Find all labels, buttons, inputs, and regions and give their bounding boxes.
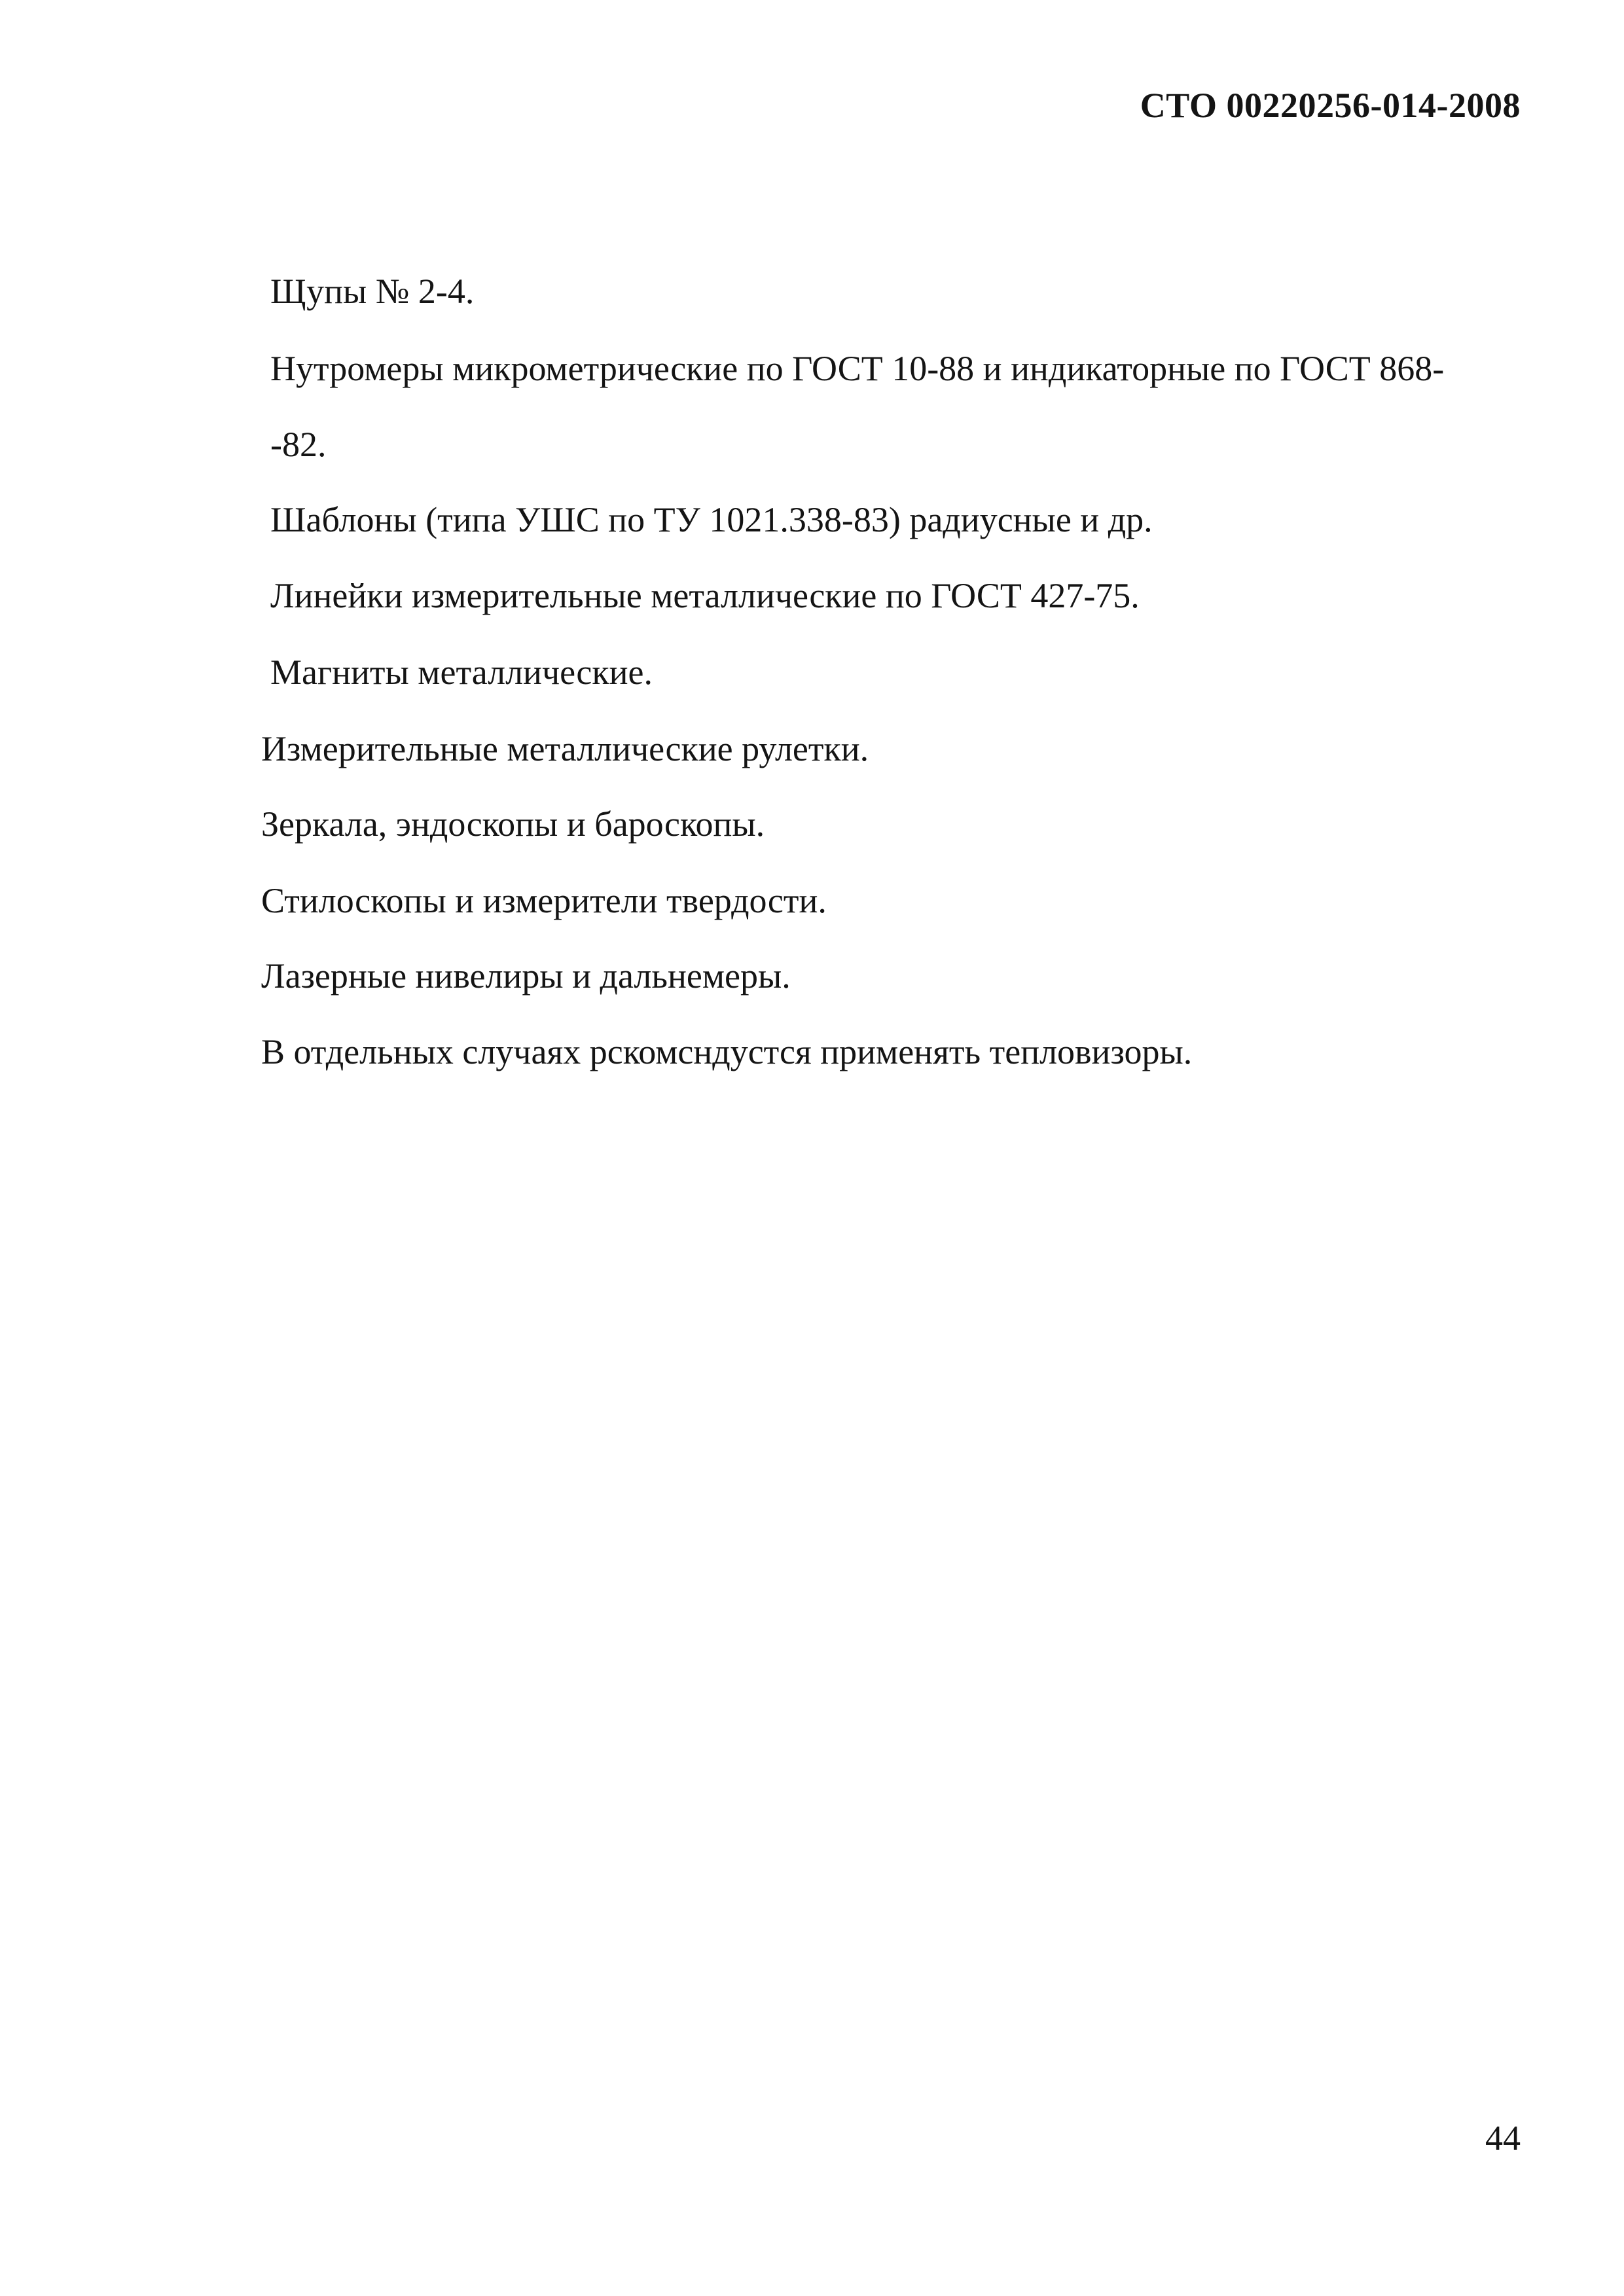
text-line: Лазерные нивелиры и дальнемеры.: [261, 956, 791, 996]
text-line: Нутромеры микрометрические по ГОСТ 10-88 и индикаторные по ГОСТ 868-: [270, 349, 1445, 388]
text-line: -82.: [270, 425, 327, 464]
text-line: В отдельных случаях рскомсндустся применять тепловизоры.: [261, 1032, 1193, 1071]
document-code: СТО 00220256-014-2008: [1140, 86, 1521, 125]
text-line: Стилоскопы и измерители твердости.: [261, 881, 827, 920]
text-line: Шаблоны (типа УШС по ТУ 1021.338-83) радиусные и др.: [270, 500, 1153, 539]
page-number: 44: [1485, 2119, 1521, 2158]
text-line: Щупы № 2-4.: [270, 272, 475, 311]
text-line: Линейки измерительные металлические по ГОСТ 427-75.: [270, 576, 1140, 615]
text-line: Магниты металлические.: [270, 653, 653, 692]
text-line: Измерительные металлические рулетки.: [261, 729, 869, 768]
text-line: Зеркала, эндоскопы и бароскопы.: [261, 804, 765, 844]
